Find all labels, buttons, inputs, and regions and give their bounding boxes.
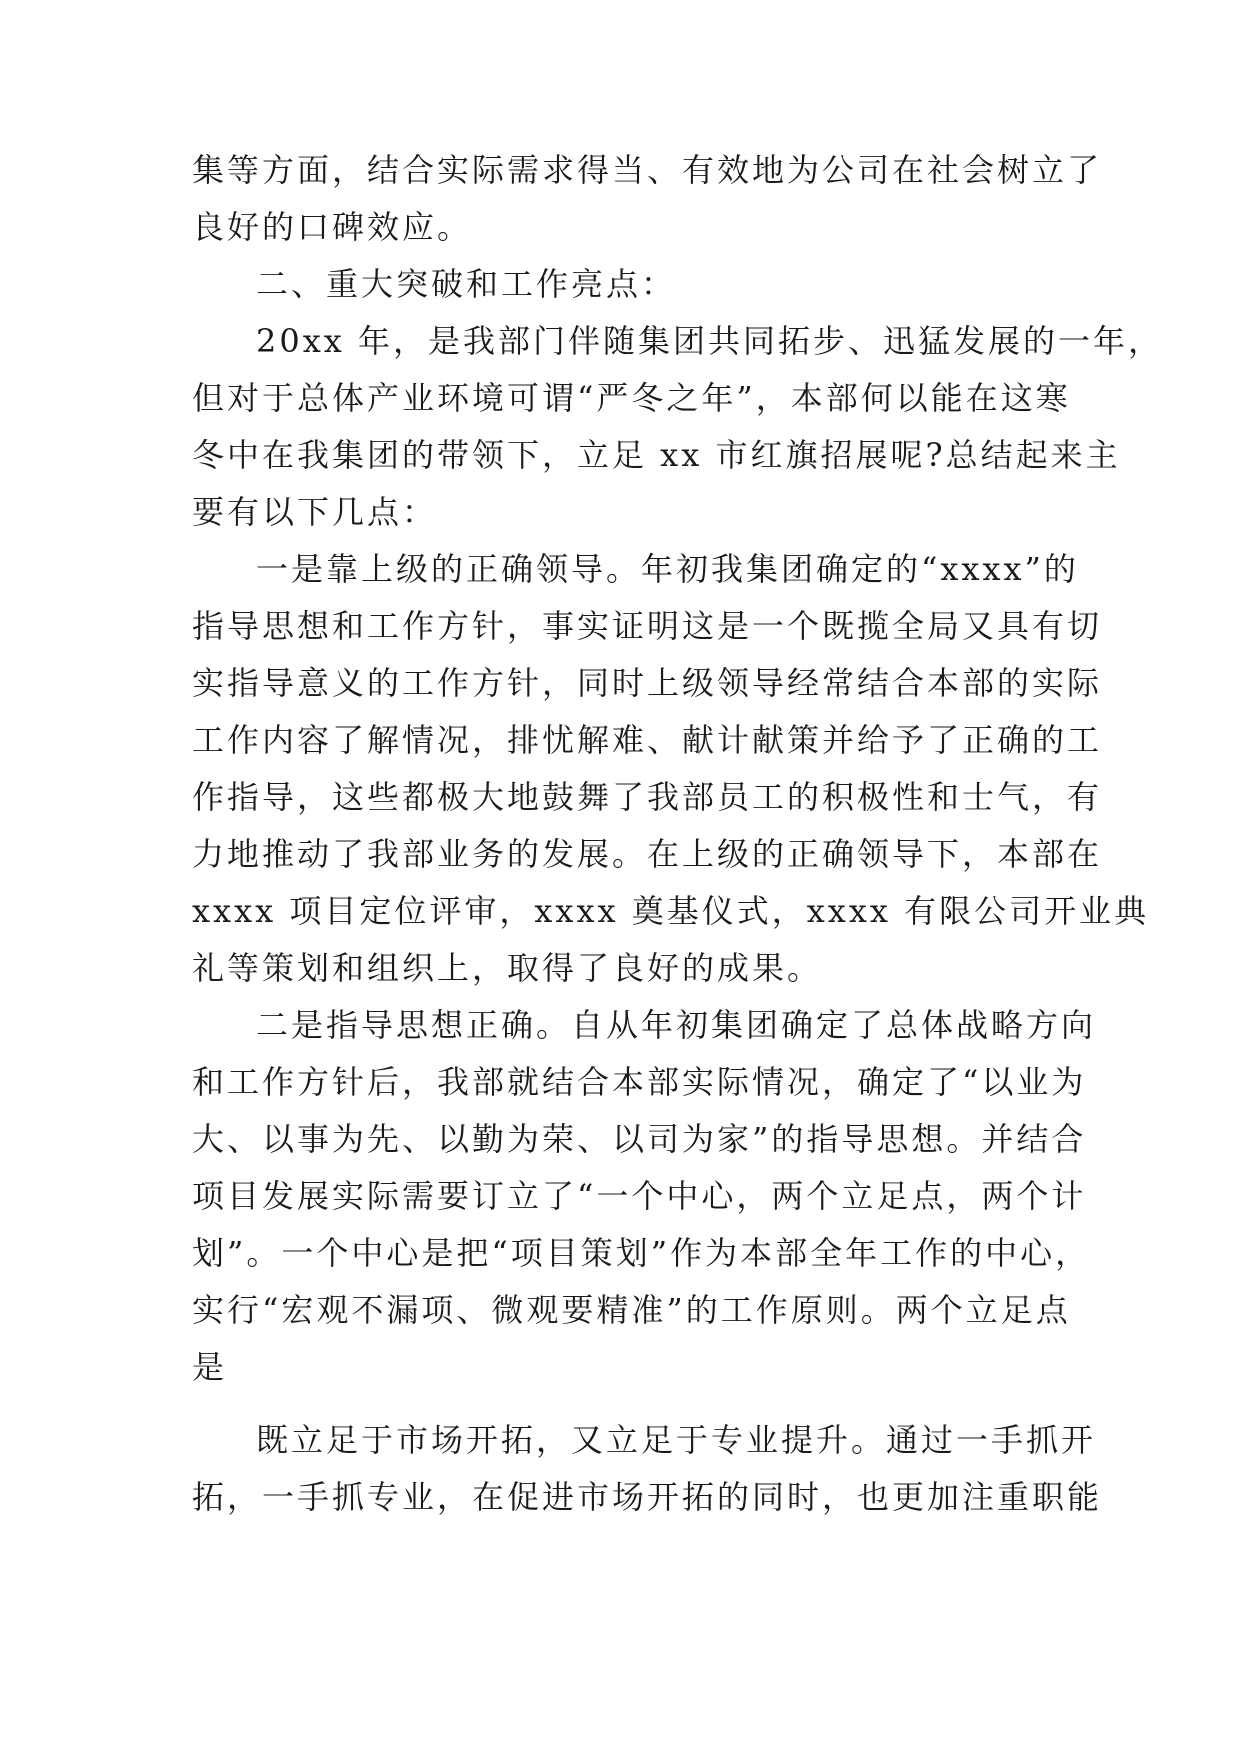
text-line: 良好的口碑效应。 (192, 208, 473, 246)
text-line: 礼等策划和组织上，取得了良好的成果。 (192, 949, 823, 987)
text-line: 一是靠上级的正确领导。年初我集团确定的“xxxx”的 (256, 550, 1079, 588)
text-line: 是 (192, 1348, 228, 1386)
document-body (192, 142, 1163, 1526)
text-line: 和工作方针后，我部就结合本部实际情况，确定了“以业为 (192, 1063, 1087, 1101)
text-line: 指导思想和工作方针，事实证明这是一个既揽全局又具有切 (192, 607, 1103, 645)
text-line: 要有以下几点： (192, 493, 438, 531)
text-line: 工作内容了解情况，排忧解难、献计献策并给予了正确的工 (192, 721, 1103, 759)
text-line: 20xx 年，是我部门伴随集团共同拓步、迅猛发展的一年， (256, 322, 1163, 360)
text-line: 项目发展实际需要订立了“一个中心，两个立足点，两个计 (192, 1177, 1087, 1215)
text-line: 实指导意义的工作方针，同时上级领导经常结合本部的实际 (192, 664, 1103, 702)
text-line: 划”。一个中心是把“项目策划”作为本部全年工作的中心， (192, 1234, 1091, 1272)
text-line: 但对于总体产业环境可谓“严冬之年”，本部何以能在这寒 (192, 379, 1071, 417)
text-line: xxxx 项目定位评审，xxxx 奠基仪式，xxxx 有限公司开业典 (192, 892, 1150, 930)
text-line: 集等方面，结合实际需求得当、有效地为公司在社会树立了 (192, 151, 1103, 189)
text-line: 力地推动了我部业务的发展。在上级的正确领导下，本部在 (192, 835, 1103, 873)
text-line: 二是指导思想正确。自从年初集团确定了总体战略方向 (256, 1006, 1097, 1044)
text-line: 冬中在我集团的带领下，立足 xx 市红旗招展呢?总结起来主 (192, 436, 1121, 474)
text-line: 既立足于市场开拓，又立足于专业提升。通过一手抓开 (256, 1421, 1097, 1459)
section-heading: 二、重大突破和工作亮点： (256, 265, 677, 303)
text-line: 实行“宏观不漏项、微观要精准”的工作原则。两个立足点 (192, 1291, 1071, 1329)
text-line: 大、以事为先、以勤为荣、以司为家”的指导思想。并结合 (192, 1120, 1087, 1158)
text-line: 作指导，这些都极大地鼓舞了我部员工的积极性和士气，有 (192, 778, 1103, 816)
text-line: 拓，一手抓专业，在促进市场开拓的同时，也更加注重职能 (192, 1478, 1103, 1516)
